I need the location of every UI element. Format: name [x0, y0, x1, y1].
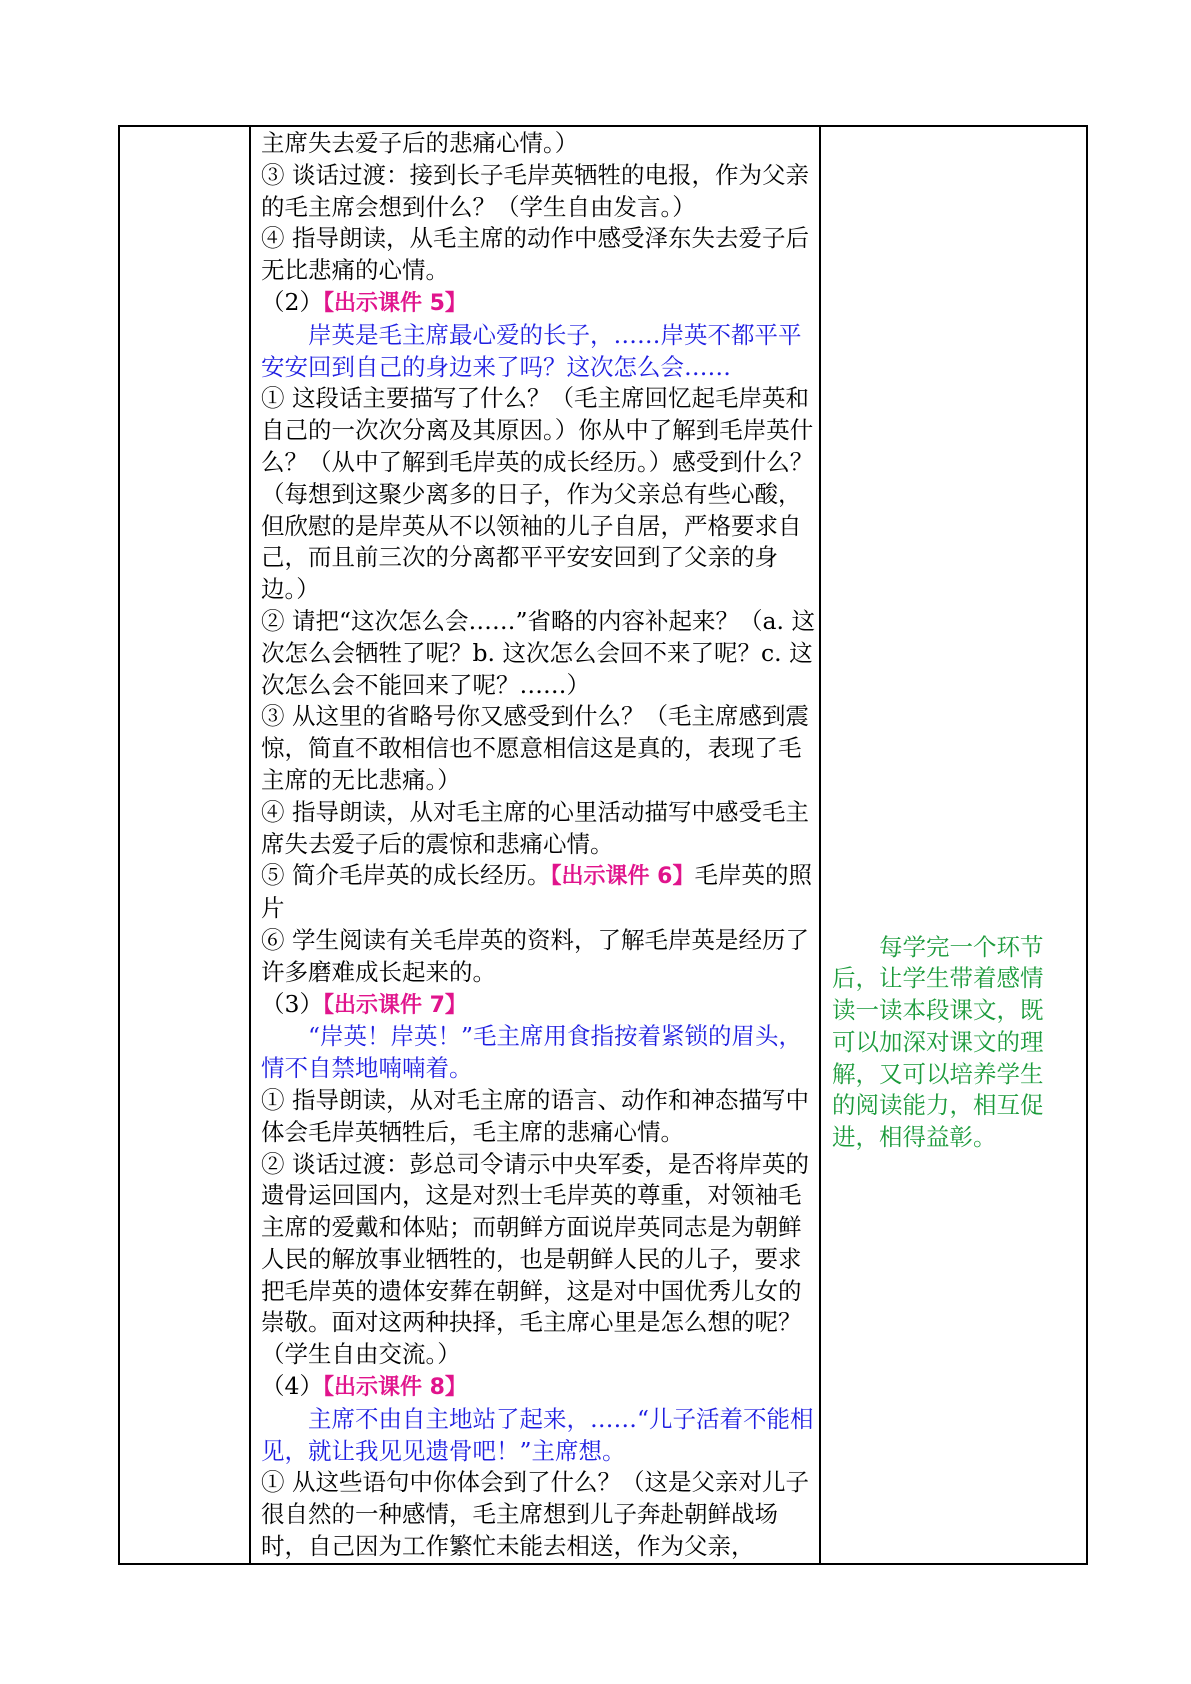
courseware-tag: 【出示课件 6】 — [550, 864, 695, 890]
teaching-process-column — [250, 126, 820, 1564]
paragraph: ① 这段话主要描写了什么？（毛主席回忆起毛岸英和自己的一次次分离及其原因。）你从中了解到毛岸英什么？（从中了解到毛岸英的成长经历。）感受到什么？（每想到这聚少离多的日子，作为父亲总有些心酸，但欣慰的是岸英从不以领袖的儿子自居，严格要求自己，而且前三次的分离都平平安安回到了父亲的身边。） — [261, 384, 814, 604]
quoted-text: 主席不由自主地站了起来，……“儿子活着不能相见，就让我见见遗骨吧！”主席想。 — [261, 1404, 814, 1465]
courseware-tag: 【出示课件 7】 — [322, 992, 467, 1018]
lesson-table — [118, 125, 1088, 1565]
paragraph: ③ 谈话过渡：接到长子毛岸英牺牲的电报，作为父亲的毛主席会想到什么？（学生自由发言。） — [261, 160, 809, 221]
design-intent-column — [820, 126, 1087, 1564]
paragraph — [261, 860, 816, 925]
section-number: （2） — [261, 287, 323, 316]
paragraph: ② 请把“这次怎么会……”省略的内容补起来？（a. 这次怎么会牺牲了呢？b. 这次怎么会回不来了呢？c. 这次怎么会不能回来了呢？……） — [261, 606, 815, 699]
paragraph: ④ 指导朗读，从对毛主席的心里活动描写中感受毛主席失去爱子后的震惊和悲痛心情。 — [261, 797, 809, 858]
section-heading — [261, 287, 816, 320]
quoted-text: “岸英！岸英！”毛主席用食指按着紧锁的眉头，情不自禁地喃喃着。 — [261, 1022, 803, 1083]
quoted-text: 岸英是毛主席最心爱的长子，……岸英不都平平安安回到自己的身边来了吗？这次怎么会…… — [261, 320, 802, 381]
paragraph: ① 指导朗读，从对毛主席的语言、动作和神态描写中体会毛岸英牺牲后，毛主席的悲痛心情。 — [261, 1085, 809, 1146]
design-note: 每学完一个环节后，让学生带着感情读一读本段课文，既可以加深对课文的理解，又可以培养学生的阅读能力，相互促进，相得益彰。 — [832, 932, 1044, 1152]
section-number: （3） — [261, 989, 323, 1018]
table-row — [119, 126, 1087, 1564]
paragraph-text: ⑤ 简介毛岸英的成长经历。 — [261, 861, 551, 890]
courseware-tag: 【出示课件 5】 — [322, 290, 467, 316]
courseware-tag: 【出示课件 8】 — [322, 1375, 467, 1401]
section-column — [119, 126, 250, 1564]
section-heading — [261, 989, 816, 1022]
section-heading — [261, 1371, 816, 1404]
paragraph: ① 从这些语句中你体会到了什么？（这是父亲对儿子很自然的一种感情，毛主席想到儿子奔赴朝鲜战场时，自己因为工作繁忙未能去相送，作为父亲， — [261, 1468, 809, 1561]
paragraph: 主席失去爱子后的悲痛心情。） — [261, 129, 579, 157]
paragraph: ② 谈话过渡：彭总司令请示中央军委，是否将岸英的遗骨运回国内，这是对烈士毛岸英的尊重，对领袖毛主席的爱戴和体贴；而朝鲜方面说岸英同志是为朝鲜人民的解放事业牺牲的，也是朝鲜人民的儿子，要求把毛岸英的遗体安葬在朝鲜，这是对中国优秀儿女的崇敬。面对这两种抉择，毛主席心里是怎么想的呢？（学生自由交流。） — [261, 1149, 809, 1369]
teaching-content — [251, 127, 819, 1563]
paragraph: ④ 指导朗读，从毛主席的动作中感受泽东失去爱子后无比悲痛的心情。 — [261, 224, 809, 285]
paragraph-text: 毛岸英的照片 — [261, 861, 812, 923]
section-number: （4） — [261, 1372, 323, 1401]
paragraph: ③ 从这里的省略号你又感受到什么？（毛主席感到震惊，简直不敢相信也不愿意相信这是真的，表现了毛主席的无比悲痛。） — [261, 702, 809, 794]
paragraph: ⑥ 学生阅读有关毛岸英的资料，了解毛岸英是经历了许多磨难成长起来的。 — [261, 925, 809, 986]
